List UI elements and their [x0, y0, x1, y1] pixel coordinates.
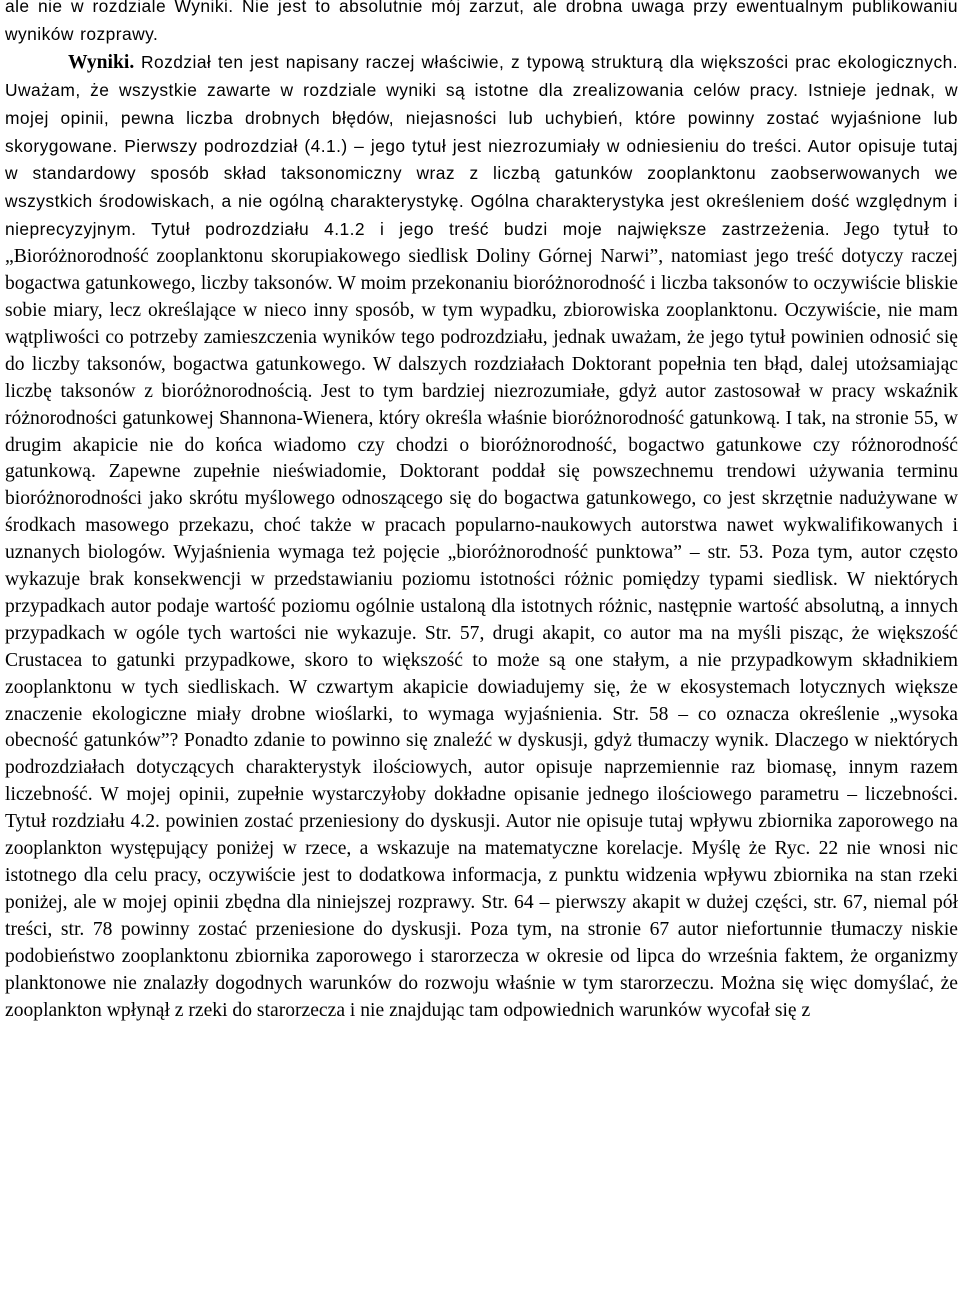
section-heading-wyniki: Wyniki.	[68, 51, 135, 73]
paragraph-continuation	[5, 0, 958, 49]
document-page	[5, 0, 958, 1315]
results-text-serif-2: Jego tytuł to „Bioróżnorodność zooplanktonu skorupiakowego siedlisk Doliny Górnej Narwi”, natomiast jego treść dotyczy raczej bogactwa gatunkowego, liczby taksonów. W moim przekonaniu bioróżnorodność i liczba taksonów to oczywiście bliskie sobie miary, lecz określające w nieco inny sposób, w tym wypadku, zbiorowiska zooplanktonu. Oczywiście, nie mam wątpliwości co potrzeby zamieszczenia wyników tego podrozdziału, jednak uważam, że jego tytuł powinien odnosić się do liczby taksonów, bogactwa gatunkowego. W dalszych rozdziałach Doktorant popełnia ten błąd, dalej utożsamiając liczbę taksonów z bioróżnorodnością. Jest to tym bardziej niezrozumiałe, gdyż autor zastosował w pracy wskaźnik różnorodności gatunkowej Shannona-Wienera, który określa właśnie bioróżnorodność gatunkową. I tak, na stronie 55, w drugim akapicie nie do końca wiadomo czy chodzi o bioróżnorodność, bogactwo gatunkowe czy różnorodność gatunkową. Zapewne zupełnie nieświadomie, Doktorant poddał się powszechnemu trendowi używania terminu bioróżnorodności jako skrótu myślowego odnoszącego się do bogactwa gatunkowego, co jest skrzętnie nadużywane w środkach masowego przekazu, choć także w pracach popularno-naukowych autorstwa nawet wykwalifikowanych i uznanych biologów. Wyjaśnienia wymaga też pojęcie „bioróżnorodność punktowa” – str. 53. Poza tym, autor często wykazuje brak konsekwencji w przedstawianiu poziomu istotności różnic pomiędzy typami siedlisk. W niektórych przypadkach autor podaje wartość poziomu ogólnie ustaloną dla istotnych różnic, następnie wartość absolutną, a innych przypadkach w ogóle tych wartości nie wykazuje. Str. 57, drugi akapit, co autor ma na myśli pisząc, że większość Crustacea to gatunki przypadkowe, skoro to większość to może są one stałym, a nie przypadkowym składnikiem zooplanktonu w tych siedliskach. W czwartym akapicie dowiadujemy się, że w ekosystemach lotycznych większe znaczenie ekologiczne miały drobne wioślarki, to wymaga wyjaśnienia. Str. 58 – co oznacza określenie „wysoka obecność gatunków”? Ponadto zdanie to powinno się znaleźć w dyskusji, gdyż tłumaczy wynik. Dlaczego w niektórych podrozdziałach dotyczących charakterystyk ilościowych, autor opisuje naprzemiennie raz biomasę, innym razem liczebność. W mojej opinii, zupełnie wystarczyłoby dokładne opisanie jednego ilościowego parametru – liczebności. Tytuł rozdziału 4.2. powinien zostać przeniesiony do dyskusji. Autor nie opisuje tutaj wpływu zbiornika zaporowego na zooplankton występujący poniżej w rzece, a wskazuje na matematyczne korelacje. Myślę że Ryc. 22 nie wnosi nic istotnego dla celu pracy, oczywiście jest to dodatkowa informacja, z punktu widzenia wpływu zbiornika na stan rzeki poniżej, ale w mojej opinii zbędna dla niniejszej rozprawy. Str. 64 – pierwszy akapit w dużej części, str. 67, niemal pół treści, str. 78 powinny zostać przeniesione do dyskusji. Poza tym, na stronie 67 autor niefortunnie tłumaczy niskie podobieństwo zooplanktonu zbiornika zaporowego i starorzecza w okresie od lipca do września faktem, że organizmy planktonowe nie znalazły dogodnych warunków do rozwoju właśnie w tym starorzeczu. Można się więc domyślać, że zooplankton wpłynął z rzeki do starorzecza i nie znajdując tam odpowiednich warunków wycofał się z	[5, 219, 958, 1021]
results-text-sans-1: Rozdział ten jest napisany raczej właściwie, z typową strukturą dla większości prac ekologicznych. Uważam, że wszystkie zawarte w rozdziale wyniki są istotne dla zrealizowania celów pracy.	[5, 51, 958, 100]
paragraph-continuation-text: ale nie w rozdziale Wyniki. Nie jest to absolutnie mój zarzut, ale drobna uwaga przy ewentualnym publikowaniu wyników rozprawy.	[5, 0, 958, 44]
results-text-sans-2: Autor opisuje tutaj w standardowy sposób skład taksonomiczny wraz z liczbą gatunków zooplanktonu zaobserwowanych we wszystkich środowiskach, a nie ogólną charakterystykę. Ogólna charakterystyka jest określeniem dość względnym i nieprecyzyjnym. Tytuł podrozdziału 4.1.2 i jego treść budzi moje największe zastrzeżenia.	[5, 135, 958, 240]
results-text-serif-1: Istnieje jednak, w mojej opinii, pewna liczba drobnych błędów, niejasności lub uchybień, które powinny zostać wyjaśnione lub skorygowane. Pierwszy podrozdział (4.1.) – jego tytuł jest niezrozumiały w odniesieniu do treści.	[5, 79, 958, 156]
paragraph-results	[5, 49, 958, 1025]
